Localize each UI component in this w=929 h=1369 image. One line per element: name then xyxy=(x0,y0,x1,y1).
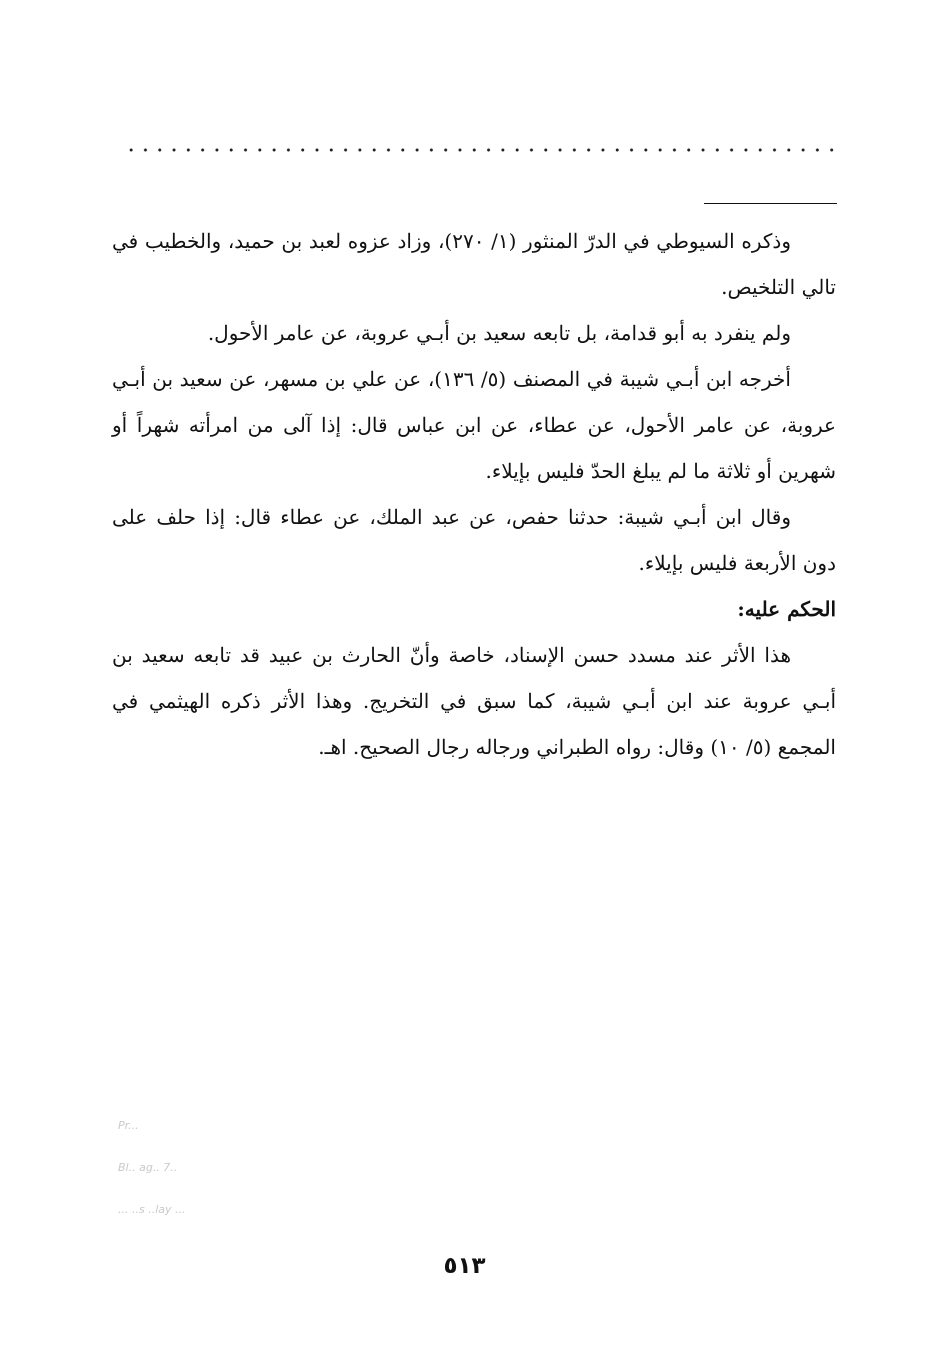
faint-line: Bl.. ag.. 7.. xyxy=(118,1161,178,1174)
dotted-separator xyxy=(124,147,836,153)
footnote-rule xyxy=(704,203,837,204)
footnote-paragraph: ولم ينفرد به أبو قدامة، بل تابعه سعيد بن أبـي عروبة، عن عامر الأحول. xyxy=(207,321,791,345)
faint-bleedthrough-text xyxy=(118,1105,298,1215)
faint-line: Pr... xyxy=(118,1119,139,1132)
footnote-paragraph: أخرجه ابن أبـي شيبة في المصنف (٥/ ١٣٦)، عن علي بن مسهر، عن سعيد بن أبـي عروبة، عن عامر الأحول، عن عطاء، عن ابن عباس قال: إذا آلى من امرأته شهراً أو شهرين أو ثلاثة ما لم يبلغ الحدّ فليس بإيلاء. xyxy=(112,367,836,483)
footnote-paragraph: وقال ابن أبـي شيبة: حدثنا حفص، عن عبد الملك، عن عطاء قال: إذا حلف على دون الأربعة فليس بإيلاء. xyxy=(112,505,836,575)
footnote-paragraph: وذكره السيوطي في الدرّ المنثور (١/ ٢٧٠)، وزاد عزوه لعبد بن حميد، والخطيب في تالي التلخيص. xyxy=(112,229,836,299)
footnotes xyxy=(112,218,836,770)
faint-line: ... ..s ..lay ... xyxy=(118,1203,186,1216)
page-number: ٥١٣ xyxy=(443,1253,486,1279)
footnote-paragraph: هذا الأثر عند مسدد حسن الإسناد، خاصة وأنّ الحارث بن عبيد قد تابعه سعيد بن أبـي عروبة عند ابن أبـي شيبة، كما سبق في التخريج. وهذا الأثر ذكره الهيثمي في المجمع (٥/ ١٠) وقال: رواه الطبراني ورجاله رجال الصحيح. اهـ. xyxy=(112,643,836,759)
section-heading: الحكم عليه: xyxy=(737,597,836,621)
